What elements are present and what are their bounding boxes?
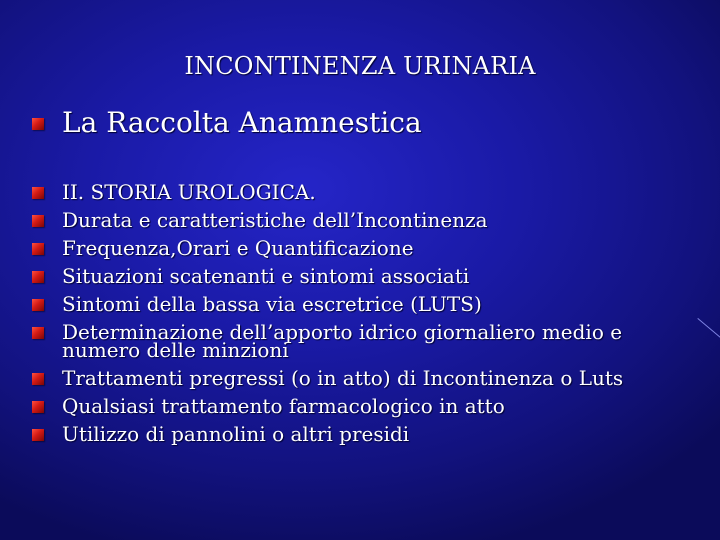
list-item [62, 420, 702, 448]
slide-title: INCONTINENZA URINARIA [184, 52, 536, 80]
list-item-text: Situazioni scatenanti e sintomi associati [62, 264, 470, 288]
list-item-text: Frequenza,Orari e Quantificazione [62, 236, 414, 260]
list-item [62, 290, 702, 318]
bullet-icon [32, 215, 44, 227]
list-item [62, 318, 702, 364]
list-item [62, 364, 702, 392]
list-item [62, 392, 702, 420]
list-item-text: Determinazione dell’apporto idrico giornaliero medio e numero delle minzioni [62, 320, 623, 362]
list-item [62, 234, 702, 262]
list-item-text: Utilizzo di pannolini o altri presidi [62, 422, 410, 446]
bullet-icon [32, 429, 44, 441]
bullet-icon [32, 243, 44, 255]
list-item [62, 178, 702, 206]
list-item [62, 206, 702, 234]
bullet-icon [32, 271, 44, 283]
list-item-text: Qualsiasi trattamento farmacologico in atto [62, 394, 505, 418]
bullet-icon [32, 187, 44, 199]
section-heading-text: La Raccolta Anamnestica [62, 106, 422, 139]
list-item-text: Trattamenti pregressi (o in atto) di Incontinenza o Luts [62, 366, 624, 390]
bullet-icon [32, 401, 44, 413]
list-item-text: Durata e caratteristiche dell’Incontinenza [62, 208, 488, 232]
bullet-list [62, 178, 702, 448]
bullet-icon [32, 373, 44, 385]
bullet-icon [32, 118, 44, 130]
list-item-text: Sintomi della bassa via escretrice (LUTS) [62, 292, 482, 316]
list-item-text: II. STORIA UROLOGICA. [62, 180, 316, 204]
bullet-icon [32, 327, 44, 339]
bullet-icon [32, 299, 44, 311]
list-item [62, 262, 702, 290]
